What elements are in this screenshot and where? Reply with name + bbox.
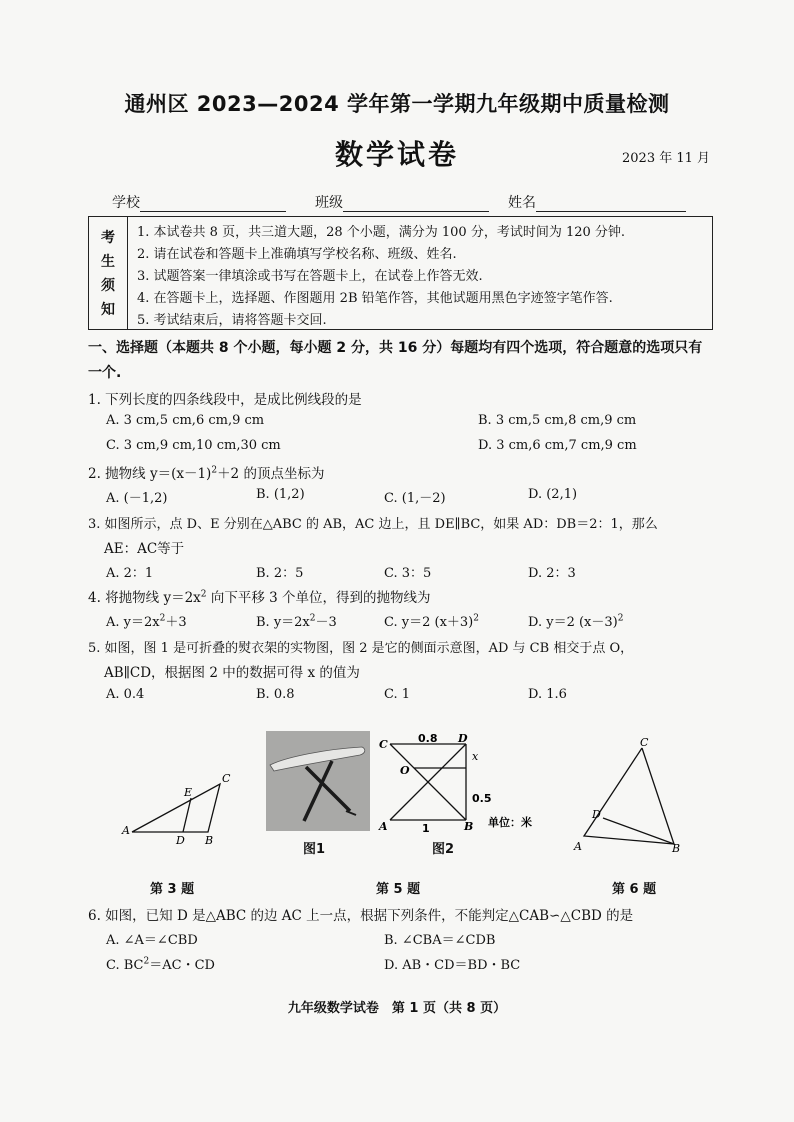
notice-label-char: 考 <box>101 230 115 246</box>
segment-bd <box>603 818 674 844</box>
school-blank[interactable] <box>140 197 286 212</box>
figure-q6 <box>570 734 690 854</box>
class-field[interactable] <box>315 192 489 212</box>
label-a: A <box>574 840 582 853</box>
notice-label-char: 须 <box>101 278 115 294</box>
question-5-stem-cont: AB∥CD，根据图 2 中的数据可得 x 的值为 <box>104 665 360 681</box>
notice-item: 3. 试题答案一律填涂或书写在答题卡上，在试卷上作答无效. <box>137 269 483 284</box>
length-right: 0.5 <box>472 792 492 805</box>
q2-option-a[interactable]: A. (－1,2) <box>106 491 168 506</box>
question-2-stem <box>88 462 324 482</box>
q5-option-b[interactable]: B. 0.8 <box>256 687 295 702</box>
label-d: D <box>176 834 185 847</box>
notice-item: 5. 考试结束后，请将答题卡交回. <box>137 313 327 328</box>
name-field[interactable] <box>508 192 686 212</box>
q4-option-c[interactable]: C. y＝2 $(x+3)^2$ <box>384 613 479 630</box>
notice-label-char: 生 <box>101 254 115 270</box>
triangle-abc <box>132 784 220 832</box>
school-label: 学校 <box>112 195 140 211</box>
q4-option-d[interactable]: D. y＝2 $(x-3)^2$ <box>528 613 624 630</box>
notice-item: 1. 本试卷共 8 页，共三道大题，28 个小题，满分为 100 分，考试时间为 120 分钟. <box>137 225 626 240</box>
q6-option-a[interactable]: A. ∠A＝∠CBD <box>106 933 198 948</box>
q4-option-a[interactable]: A. $y=2x^2+3$ <box>106 613 187 630</box>
question-3-stem: 3. 如图所示，点 D、E 分别在△ABC 的 AB，AC 边上，且 DE∥BC，如果 AD：DB＝2：1，那么 <box>88 517 658 532</box>
label-b: B <box>205 834 214 847</box>
label-o: O <box>400 764 410 777</box>
label-b: B <box>464 820 474 833</box>
q2-option-d[interactable]: D. (2,1) <box>528 487 578 502</box>
question-1-stem: 1. 下列长度的四条线段中，是成比例线段的是 <box>88 392 362 408</box>
q5-option-a[interactable]: A. 0.4 <box>106 687 145 702</box>
q4-option-b[interactable]: B. $y=2x^2-3$ <box>256 613 337 630</box>
q4-exponent: 2 <box>200 589 207 600</box>
figure-q6-caption: 第 6 题 <box>612 882 657 897</box>
figure-q5-diagram <box>376 730 546 840</box>
q1-option-a[interactable]: A. 3 cm,5 cm,6 cm,9 cm <box>106 413 265 428</box>
q2-option-c[interactable]: C. (1,－2) <box>384 491 446 506</box>
label-d: D <box>592 808 601 821</box>
figure-2-caption: 图2 <box>432 842 455 857</box>
page-footer: 九年级数学试卷 第 1 页（共 8 页） <box>287 1001 507 1016</box>
label-a: A <box>122 824 130 837</box>
label-e: E <box>184 786 193 799</box>
figure-1-caption: 图1 <box>303 842 326 857</box>
question-6-stem: 6. 如图，已知 D 是△ABC 的边 AC 上一点，根据下列条件，不能判定△CAB∽△CBD 的是 <box>88 908 634 924</box>
question-3-stem-cont: AE：AC等于 <box>104 541 185 557</box>
notice-label <box>89 217 128 329</box>
exam-title: 通州区 2023—2024 学年第一学期九年级期中质量检测 <box>124 92 670 116</box>
section-heading-cont: 一个. <box>88 365 122 381</box>
q3-option-b[interactable]: B. 2：5 <box>256 566 304 581</box>
label-c: C <box>222 772 231 785</box>
q2-exponent: 2 <box>211 465 218 476</box>
figure-q3-caption: 第 3 题 <box>150 882 195 897</box>
figure-q3 <box>120 768 240 848</box>
label-b: B <box>672 842 681 854</box>
label-d: D <box>458 732 468 745</box>
triangle-abc <box>584 748 674 844</box>
q1-option-c[interactable]: C. 3 cm,9 cm,10 cm,30 cm <box>106 438 281 453</box>
length-cd: 0.8 <box>418 732 438 745</box>
label-x: x <box>472 750 479 763</box>
label-c: C <box>640 736 649 749</box>
q3-option-a[interactable]: A. 2：1 <box>106 566 154 581</box>
school-field[interactable] <box>112 192 286 212</box>
section-heading: 一、选择题（本题共 8 个小题，每小题 2 分，共 16 分）每题均有四个选项，符合题意的选项只有 <box>88 340 703 356</box>
name-blank[interactable] <box>536 197 686 212</box>
exam-subtitle: 数学试卷 <box>334 138 459 171</box>
class-blank[interactable] <box>343 197 489 212</box>
q3-option-c[interactable]: C. 3：5 <box>384 566 432 581</box>
unit-label: 单位：米 <box>488 816 532 829</box>
q2-stem-part: ＋2 的顶点坐标为 <box>217 466 325 482</box>
notice-item: 2. 请在试卷和答题卡上准确填写学校名称、班级、姓名. <box>137 247 457 262</box>
notice-label-char: 知 <box>101 302 115 318</box>
figure-q5-caption: 第 5 题 <box>376 882 421 897</box>
length-ab: 1 <box>422 822 430 835</box>
label-a: A <box>379 820 388 833</box>
notice-item: 4. 在答题卡上，选择题、作图题用 2B 铅笔作答，其他试题用黑色字迹签字笔作答. <box>137 291 613 306</box>
q1-option-b[interactable]: B. 3 cm,5 cm,8 cm,9 cm <box>478 413 637 428</box>
ironing-board-icon <box>266 731 370 831</box>
q5-option-c[interactable]: C. 1 <box>384 687 411 702</box>
q6-option-d[interactable]: D. AB・CD＝BD・BC <box>384 958 521 973</box>
class-label: 班级 <box>315 195 343 211</box>
q4-stem-part: 4. 将抛物线 y＝2x <box>88 590 201 606</box>
question-4-stem <box>88 586 431 606</box>
ironing-board-photo <box>266 731 370 831</box>
question-5-stem: 5. 如图，图 1 是可折叠的熨衣架的实物图，图 2 是它的侧面示意图，AD 与 CB 相交于点 O， <box>88 641 634 656</box>
q5-option-d[interactable]: D. 1.6 <box>528 687 567 702</box>
q2-stem-part: 2. 抛物线 y＝(x－1) <box>88 466 212 482</box>
name-label: 姓名 <box>508 195 536 211</box>
q6-option-b[interactable]: B. ∠CBA＝∠CDB <box>384 933 496 948</box>
label-c: C <box>379 738 388 751</box>
q4-stem-part: 向下平移 3 个单位，得到的抛物线为 <box>206 590 431 606</box>
q6-option-c[interactable]: C. $BC^2=AC$・CD <box>106 956 215 973</box>
q2-option-b[interactable]: B. (1,2) <box>256 487 305 502</box>
q3-option-d[interactable]: D. 2：3 <box>528 566 576 581</box>
notice-box <box>88 216 713 330</box>
q1-option-d[interactable]: D. 3 cm,6 cm,7 cm,9 cm <box>478 438 637 453</box>
exam-date: 2023 年 11 月 <box>622 151 711 166</box>
